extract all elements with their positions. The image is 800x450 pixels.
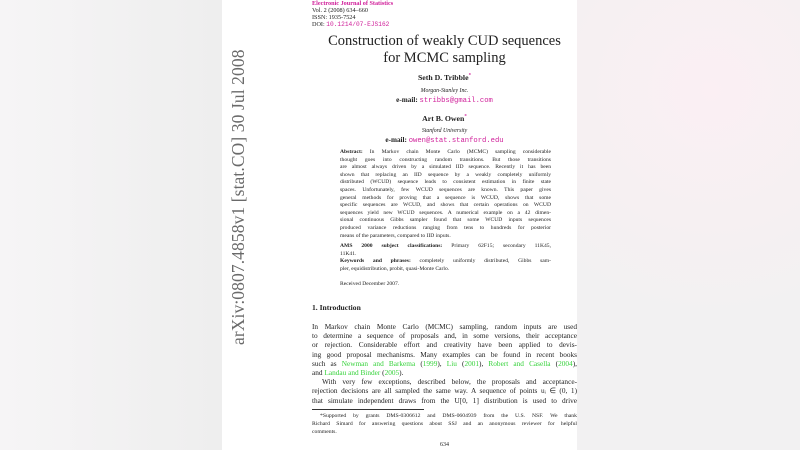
- page-number: 634: [440, 442, 449, 448]
- doi-link[interactable]: 10.1214/07-EJS162: [326, 21, 390, 28]
- paper-title: [312, 33, 577, 67]
- author-email: e-mail: stribbs@gmail.com: [396, 96, 493, 105]
- section-heading: 1. Introduction: [312, 303, 361, 312]
- author-name: Art B. Owen*: [422, 114, 467, 123]
- doi-label: DOI:: [312, 21, 325, 28]
- email-link[interactable]: stribbs@gmail.com: [419, 97, 493, 105]
- citation-link[interactable]: Newman and Barkema: [341, 358, 416, 368]
- author-affiliation: Morgan-Stanley Inc.: [420, 88, 469, 94]
- arxiv-stamp: arXiv:0807.4858v1 [stat.CO] 30 Jul 2008: [228, 49, 248, 345]
- journal-name[interactable]: Electronic Journal of Statistics: [312, 0, 394, 7]
- citation-link[interactable]: Robert and Casella: [488, 358, 551, 368]
- email-link[interactable]: owen@stat.stanford.edu: [408, 137, 504, 145]
- abstract: Abstract: In Markov chain Monte Carlo (MCMC) sampling considerable thought goes into constructing random transitions. But those transitions are almost always driven by a simulated IID sequence. Recently it has been shown that replacing an IID sequence by a weakly completely uniformly distributed (WCUD) sequence leads to consistent estimation in finite state spaces. Unfortunately, few WCUD sequences are known. This paper gives general methods for proving that a sequence is WCUD, shows that some specific sequences are WCUD, and shows that certain operations on WCUD sequences yield new WCUD sequences. A numerical example on a 42 dimen- sional continuous Gibbs sampler found that some WCUD inputs sequences produced variance reductions ranging from tens to hundreds for posterior means of the parameters, compared to IID inputs.: [340, 149, 551, 239]
- volume: Vol. 2 (2008) 634–660: [312, 7, 368, 14]
- citation-link[interactable]: Liu: [446, 358, 457, 368]
- title-line: for MCMC sampling: [383, 50, 506, 66]
- background-left: [0, 0, 222, 450]
- author-email: e-mail: owen@stat.stanford.edu: [385, 136, 504, 145]
- background-right: [577, 0, 800, 450]
- author-name: Seth D. Tribble*: [417, 73, 472, 82]
- title-line: Construction of weakly CUD sequences: [328, 33, 561, 49]
- footnote: *Supported by grants DMS-0306612 and DMS-0604939 from the U.S. NSF. We thank Richard Simard for answering questions about SSJ and an anonymous reviewer for helpful comments.: [312, 413, 577, 435]
- received-date: Received December 2007.: [340, 281, 400, 287]
- footnote-rule: [312, 409, 424, 410]
- issn: ISSN: 1935-7524: [312, 14, 356, 21]
- citation-link[interactable]: Landau and Binder: [324, 368, 381, 378]
- author-affiliation: Stanford University: [421, 128, 468, 134]
- intro-paragraph: In Markov chain Monte Carlo (MCMC) sampling, random inputs are used to determine a sequence of proposals and, in some versions, their acceptance or rejection. Considerable effort and creativity have been applied to devis- ing good proposal mechanisms. Many examples can be found in recent books such as Newman and Barkema (1999), Liu (2001), Robert and Casella (2004), and Landau and Binder (2005). With very few exceptions, described below, the proposals and acceptance- rejection decisions are all sampled the same way. A sequence of points uᵢ ∈ (0, 1) that simulate independent draws from the U[0, 1] distribution is used to drive: [312, 322, 577, 405]
- doi: [312, 21, 389, 28]
- ams-classifications: AMS 2000 subject classifications: Primary 62F15; secondary 11K45, 11K41. Keywords and phrases: completely uniformly distributed, Gibbs sam- pler, equidistribution, probit, quasi-Monte Carlo.: [340, 243, 551, 272]
